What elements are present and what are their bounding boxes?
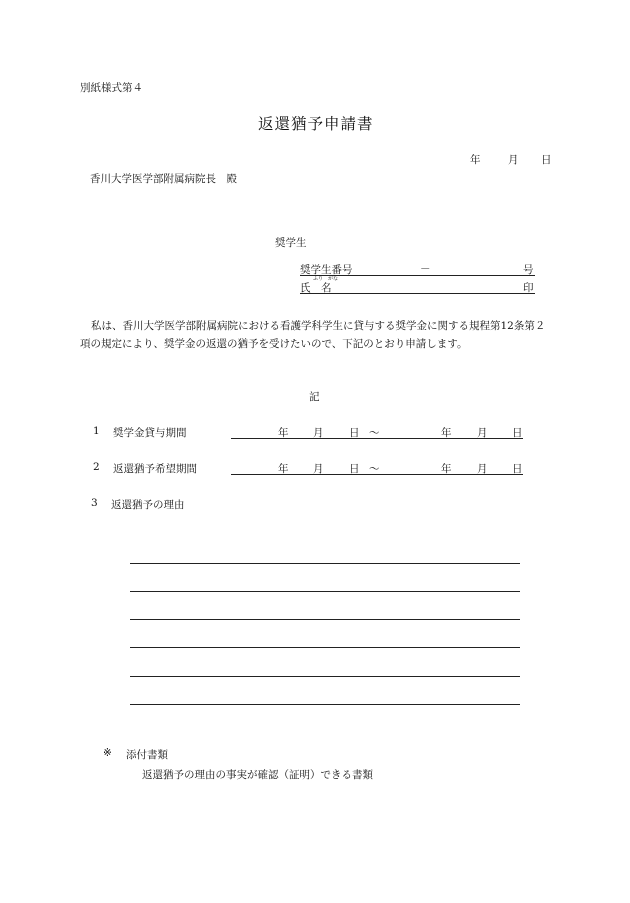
name-furigana-1: ふり: [313, 276, 324, 282]
reason-line: [130, 619, 520, 620]
body-paragraph: 私は、香川大学医学部附属病院における看護学科学生に貸与する奨学金に関する規程第12条第２項の規定により、奨学金の返還の猶予を受けたいので、下記のとおり申請します。: [80, 320, 546, 350]
item-1-end-month: 月: [477, 427, 488, 439]
item-2-start-month: 月: [313, 463, 324, 475]
item-2-start-day: 日: [349, 463, 360, 475]
attachment-label: 添付書類: [126, 749, 168, 761]
item-3-label: 返還猶予の理由: [111, 499, 185, 511]
name-label: 氏 名: [300, 282, 332, 294]
item-3-number: 3: [91, 497, 98, 509]
item-1-label: 奨学金貸与期間: [113, 427, 187, 439]
student-number-label: 奨学生番号: [300, 264, 353, 276]
item-2-number: 2: [93, 461, 100, 473]
date-month: 月: [508, 154, 519, 166]
form-title: 返還猶予申請書: [258, 115, 374, 133]
item-1-underline: [231, 438, 523, 439]
item-2-underline: [231, 474, 523, 475]
item-2-end-day: 日: [512, 463, 523, 475]
name-underline: [300, 293, 535, 294]
name-furigana-2: がな: [328, 276, 339, 282]
applicant-heading: 奨学生: [275, 237, 307, 249]
item-1-number: 1: [93, 425, 100, 437]
item-1-start-month: 月: [313, 427, 324, 439]
addressee: 香川大学医学部附属病院長 殿: [90, 173, 237, 185]
item-2-end-month: 月: [477, 463, 488, 475]
reason-line: [130, 704, 520, 705]
item-1-end-day: 日: [512, 427, 523, 439]
student-number-suffix: 号: [523, 264, 534, 276]
item-1-tilde: ～: [369, 427, 380, 439]
date-year: 年: [470, 154, 481, 166]
item-1-start-year: 年: [278, 427, 289, 439]
item-2-label: 返還猶予希望期間: [113, 463, 197, 475]
item-2-end-year: 年: [441, 463, 452, 475]
attachment-description: 返還猶予の理由の事実が確認（証明）できる書類: [142, 769, 373, 781]
form-number: 別紙様式第４: [80, 82, 143, 94]
attachment-mark: ※: [103, 747, 112, 759]
item-2-start-year: 年: [278, 463, 289, 475]
reason-line: [130, 647, 520, 648]
reason-line: [130, 676, 520, 677]
item-1-start-day: 日: [349, 427, 360, 439]
item-2-tilde: ～: [369, 463, 380, 475]
ki-heading: 記: [309, 391, 320, 403]
reason-line: [130, 591, 520, 592]
date-day: 日: [541, 154, 552, 166]
student-number-separator: －: [420, 263, 431, 275]
reason-line: [130, 563, 520, 564]
seal-mark: 印: [523, 282, 534, 294]
item-1-end-year: 年: [441, 427, 452, 439]
